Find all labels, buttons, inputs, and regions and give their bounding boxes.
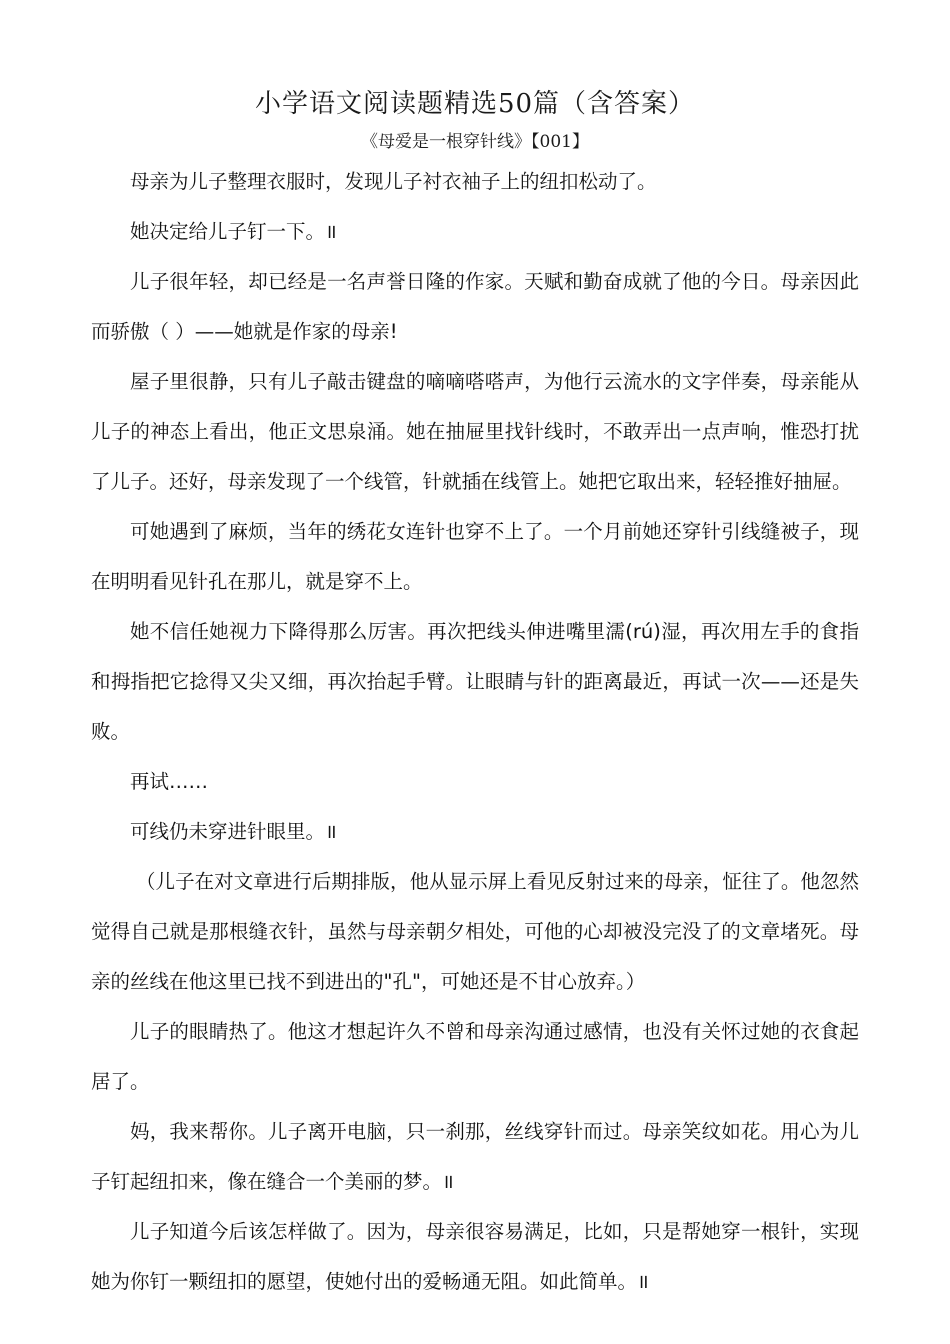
paragraph: 屋子里很静，只有儿子敲击键盘的嘀嘀嗒嗒声，为他行云流水的文字伴奏，母亲能从儿子的神态上看出，他正文思泉涌。她在抽屉里找针线时，不敢弄出一点声响，惟恐打扰了儿子。还好，母亲发现了一个线管，针就插在线管上。她把它取出来，轻轻推好抽屉。 xyxy=(91,370,859,493)
paragraph-parenthetical: （儿子在对文章进行后期排版，他从显示屏上看见反射过来的母亲，怔往了。他忽然觉得自己就是那根缝衣针，虽然与母亲朝夕相处，可他的心却被没完没了的文章堵死。母亲的丝线在他这里已找不到进出的"孔"，可她还是不甘心放弃。） xyxy=(91,870,859,993)
paragraph: 儿子很年轻，却已经是一名声誉日隆的作家。天赋和勤奋成就了他的今日。母亲因此而骄傲（ ）——她就是作家的母亲! xyxy=(91,270,859,343)
paragraph: 母亲为儿子整理衣服时，发现儿子衬衣袖子上的纽扣松动了。 xyxy=(130,170,657,193)
article-body xyxy=(91,157,859,1307)
article-title: 《母爱是一根穿针线》【001】 xyxy=(361,132,589,152)
paragraph: 她不信任她视力下降得那么厉害。再次把线头伸进嘴里濡(rú)湿，再次用左手的食指和拇指把它捻得又尖又细，再次抬起手臂。让眼睛与针的距离最近，再试一次——还是失败。 xyxy=(91,620,859,743)
paragraph: 儿子知道今后该怎样做了。因为，母亲很容易满足，比如，只是帮她穿一根针，实现她为你钉一颗纽扣的愿望，使她付出的爱畅通无阻。如此简单。॥ xyxy=(91,1220,859,1293)
paragraph: 再试…… xyxy=(130,770,209,793)
paragraph: 儿子的眼睛热了。他这才想起许久不曾和母亲沟通过感情，也没有关怀过她的衣食起居了。 xyxy=(91,1020,859,1093)
paragraph: 可她遇到了麻烦，当年的绣花女连针也穿不上了。一个月前她还穿针引线缝被子，现在明明看见针孔在那儿，就是穿不上。 xyxy=(91,520,859,593)
document-title: 小学语文阅读题精选50篇（含答案） xyxy=(254,89,696,119)
paragraph: 她决定给儿子钉一下。॥ xyxy=(130,220,337,243)
paragraph: 妈，我来帮你。儿子离开电脑，只一刹那，丝线穿针而过。母亲笑纹如花。用心为儿子钉起纽扣来，像在缝合一个美丽的梦。॥ xyxy=(91,1120,859,1193)
paragraph: 可线仍未穿进针眼里。॥ xyxy=(130,820,337,843)
